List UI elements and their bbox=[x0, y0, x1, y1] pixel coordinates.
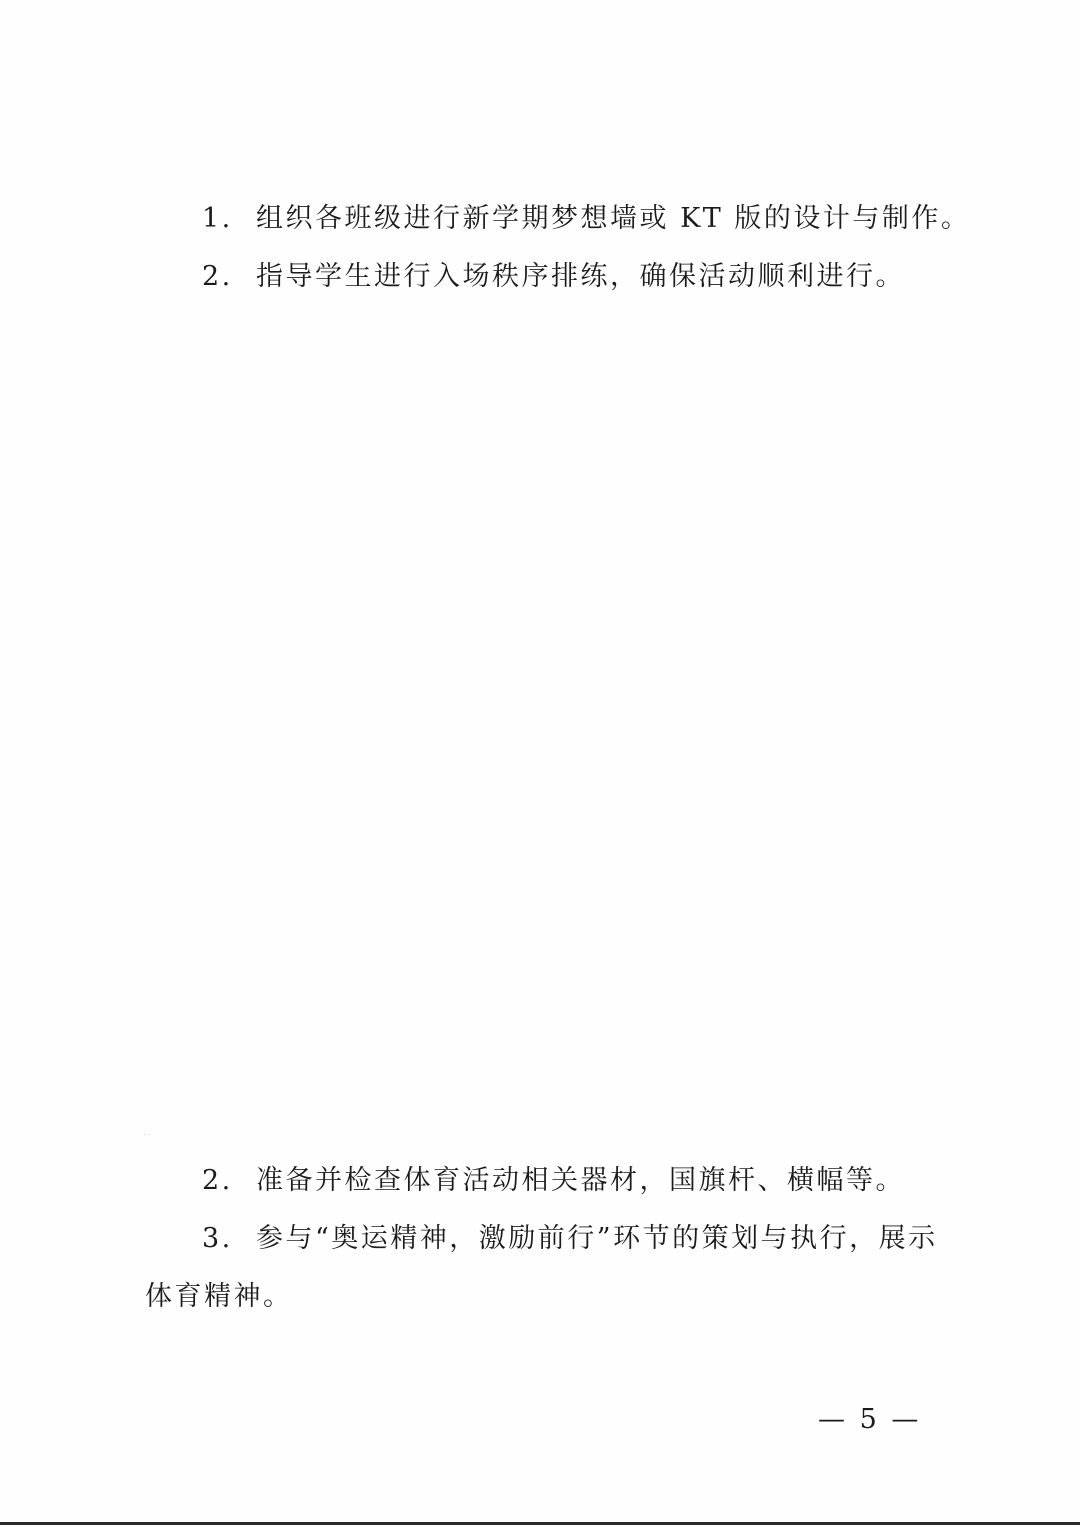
list-item bbox=[145, 1222, 945, 1256]
list-item-number: 2. bbox=[202, 261, 233, 292]
list-item-continuation: 体育精神。 bbox=[145, 1281, 293, 1312]
list-item bbox=[145, 1164, 945, 1198]
list-item-text: 参与“奥运精神，激励前行”环节的策划与执行，展示 bbox=[256, 1223, 938, 1254]
scan-speck: · · bbox=[144, 1132, 150, 1139]
list-item-number: 1. bbox=[202, 203, 233, 234]
bottom-edge-line bbox=[0, 1522, 1080, 1525]
list-item-text: 指导学生进行入场秩序排练，确保活动顺利进行。 bbox=[256, 261, 905, 292]
list-item bbox=[145, 260, 945, 294]
list-item-text: 组织各班级进行新学期梦想墙或 KT 版的设计与制作。 bbox=[256, 203, 971, 234]
page-number: — 5 — bbox=[818, 1404, 922, 1435]
list-item bbox=[145, 202, 971, 236]
list-item-number: 3. bbox=[202, 1223, 233, 1254]
list-item-number: 2. bbox=[202, 1165, 233, 1196]
list-item-text: 准备并检查体育活动相关器材，国旗杆、横幅等。 bbox=[256, 1165, 905, 1196]
